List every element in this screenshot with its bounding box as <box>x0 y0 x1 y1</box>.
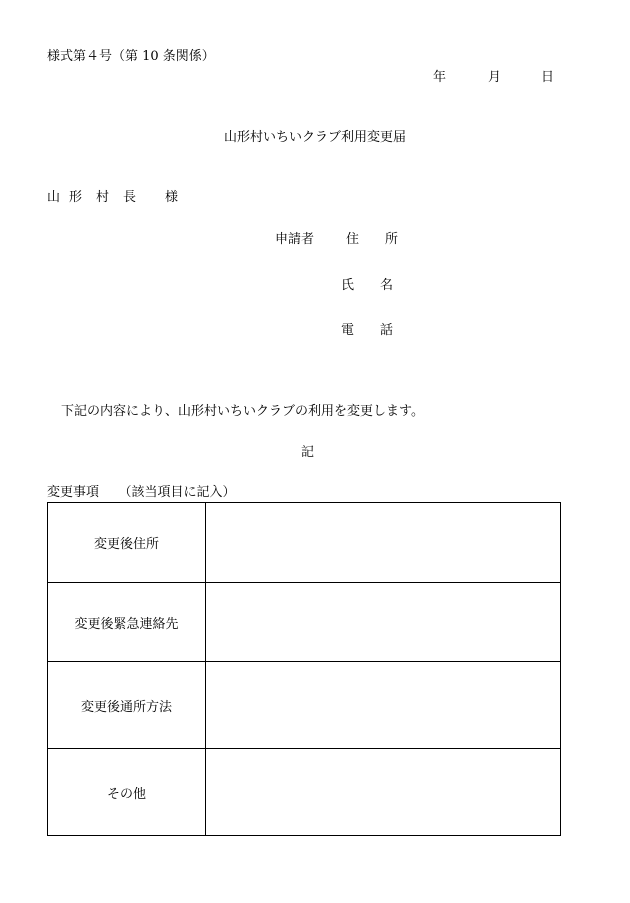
document-title: 山形村いちいクラブ利用変更届 <box>223 130 406 145</box>
addressee-char: 山 <box>47 190 61 205</box>
change-items-table <box>47 502 561 836</box>
row-label-new-commute-method: 変更後通所方法 <box>48 662 206 749</box>
table-row <box>48 662 561 749</box>
addressee-char: 村 <box>96 190 110 205</box>
ki-heading: 記 <box>300 445 314 460</box>
applicant-label: 申請者 <box>275 232 315 247</box>
new-emergency-contact-field[interactable] <box>206 583 561 662</box>
statement-text: 下記の内容により、山形村いちいクラブの利用を変更します。 <box>61 404 424 419</box>
applicant-address-label: 住 所 <box>346 232 399 247</box>
other-field[interactable] <box>206 749 561 836</box>
new-commute-method-field[interactable] <box>206 662 561 749</box>
date-year-label: 年 <box>433 70 447 85</box>
row-label-other: その他 <box>48 749 206 836</box>
date-day-label: 日 <box>541 70 555 85</box>
date-month-label: 月 <box>488 70 502 85</box>
table-row <box>48 749 561 836</box>
change-items-heading: 変更事項 （該当項目に記入） <box>47 485 236 500</box>
table-row <box>48 503 561 583</box>
addressee <box>47 191 178 204</box>
table-row <box>48 583 561 662</box>
row-label-new-emergency-contact: 変更後緊急連絡先 <box>48 583 206 662</box>
applicant-phone-label: 電 話 <box>341 323 394 338</box>
addressee-char: 形 <box>69 190 83 205</box>
new-address-field[interactable] <box>206 503 561 583</box>
form-number: 様式第４号（第 10 条関係） <box>47 49 215 64</box>
addressee-char: 長 <box>123 190 137 205</box>
row-label-new-address: 変更後住所 <box>48 503 206 583</box>
applicant-name-label: 氏 名 <box>341 278 394 293</box>
addressee-char: 様 <box>165 190 179 205</box>
